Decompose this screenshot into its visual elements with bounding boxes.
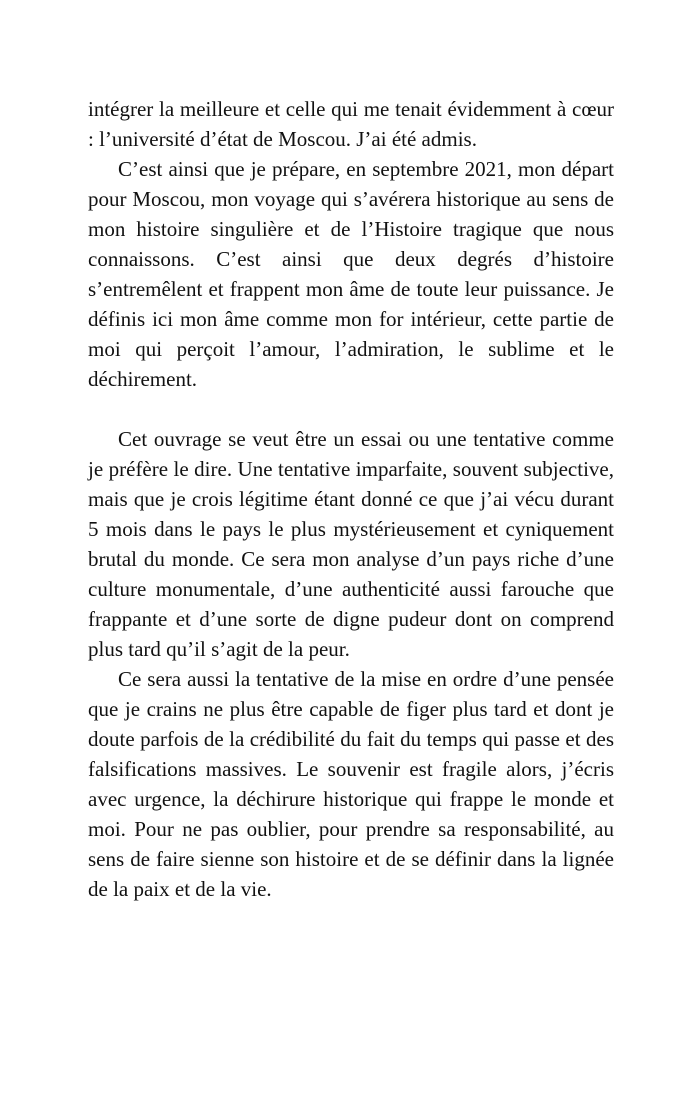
paragraph-departure: C’est ainsi que je prépare, en septembre 2021, mon départ pour Moscou, mon voyage qui s’avérera historique au sens de mon histoire singulière et de l’Histoire tragique que nous connaissons. C’est ainsi que deux degrés d’histoire s’entremêlent et frappent mon âme de toute leur puissance. Je définis ici mon âme comme mon for intérieur, cette partie de moi qui perçoit l’amour, l’admiration, le sublime et le déchirement.: [88, 157, 614, 391]
body-text: [88, 94, 614, 904]
paragraph-essay-intent: Cet ouvrage se veut être un essai ou une tentative comme je préfère le dire. Une tentative imparfaite, souvent subjective, mais que je crois légitime étant donné ce que j’ai vécu durant 5 mois dans le pays le plus mystérieusement et cyniquement brutal du monde. Ce sera mon analyse d’un pays riche d’une culture monumentale, d’une authenticité aussi farouche que frappante et d’une sorte de digne pudeur dont on comprend plus tard qu’il s’agit de la peur.: [88, 427, 614, 661]
paragraph-continuation: intégrer la meilleure et celle qui me tenait évidemment à cœur : l’université d’état de Moscou. J’ai été admis.: [88, 97, 614, 151]
paragraph-memory: Ce sera aussi la tentative de la mise en ordre d’une pensée que je crains ne plus être capable de figer plus tard et dont je doute parfois de la crédibilité du fait du temps qui passe et des falsifications massives. Le souvenir est fragile alors, j’écris avec urgence, la déchirure historique qui frappe le monde et moi. Pour ne pas oublier, pour prendre sa responsabilité, au sens de faire sienne son histoire et de se définir dans la lignée de la paix et de la vie.: [88, 667, 614, 901]
